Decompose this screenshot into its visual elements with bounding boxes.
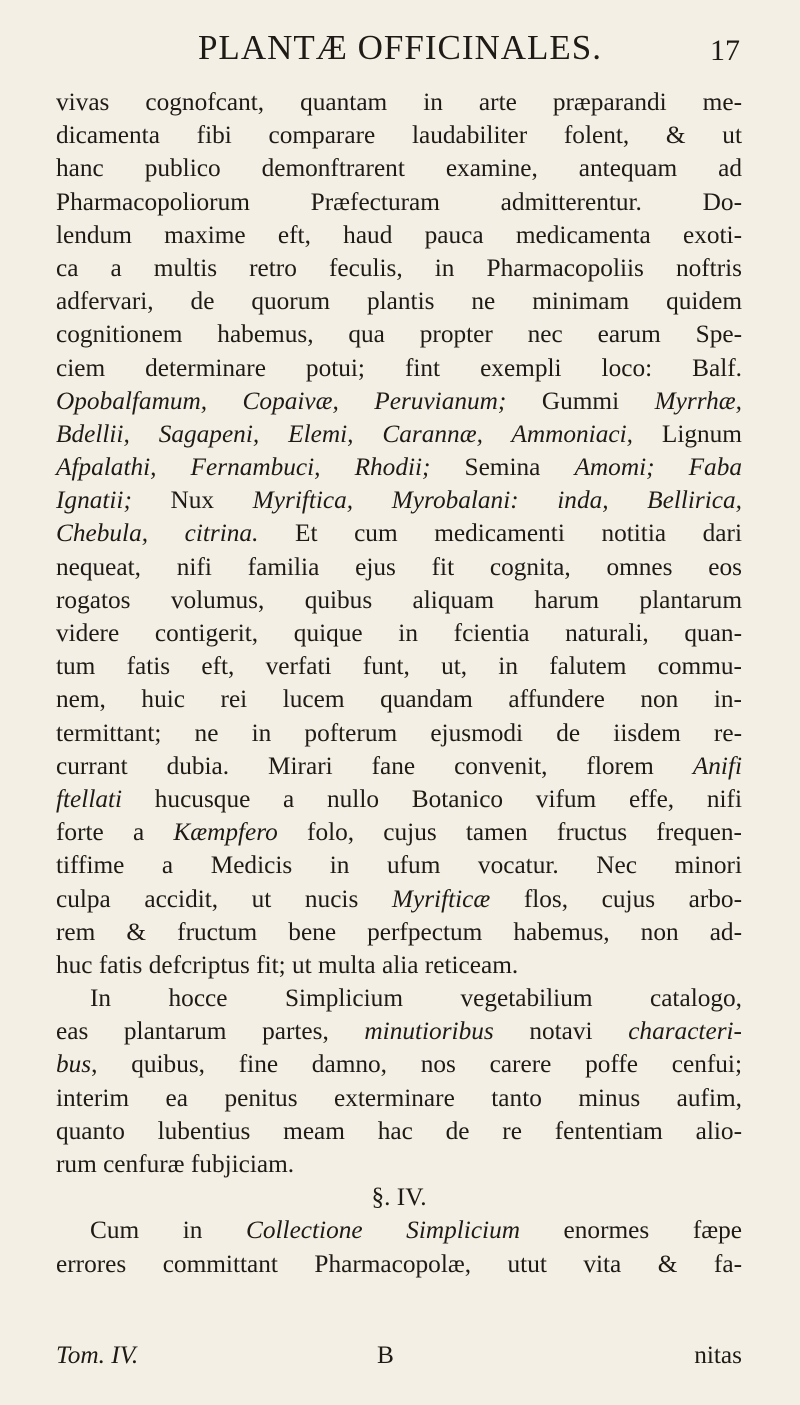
text-line: quanto lubentius meam hac de re fententiam alio- [56,1116,742,1145]
text-segment: , quibus, fine damno, nos carere poffe cenfui; [91,1050,742,1079]
italic-term: Kæmpfero [173,818,278,847]
text-line: adfervari, de quorum plantis ne minimam quidem [56,287,742,316]
text-line: errores committant Pharmacopolæ, utut vita & fa- [56,1249,742,1278]
italic-term: ftellati [56,784,123,813]
italic-term: Myriftica, Myrobalani: inda, Bellirica, [252,486,743,515]
text-line: cognitionem habemus, qua propter nec earum Spe- [56,320,742,349]
text-segment: forte a [56,818,174,847]
text-line: nem, huic rei lucem quandam affundere non in- [56,685,742,714]
text-line: rum cenfuræ fubjiciam. [56,1150,295,1178]
italic-term: Collectione Simplicium [246,1216,520,1245]
text-segment: Nux [131,486,253,515]
text-segment: culpa accidit, ut nucis [56,884,392,913]
italic-term: minutioribus [364,1017,494,1046]
italic-term: Amomi; Faba [574,453,742,482]
text-line: tiffime a Medicis in ufum vocatur. Nec minori [56,851,742,880]
text-line [56,451,742,484]
text-line: tum fatis eft, verfati funt, ut, in falutem commu- [56,652,742,681]
text-segment: Semina [430,453,575,482]
italic-term: Myrrhæ, [654,386,742,415]
text-line [56,1048,742,1081]
italic-term: characteri- [628,1017,742,1046]
text-line: videre contigerit, quique in fcientia naturali, quan- [56,619,742,647]
text-line: interim ea penitus exterminare tanto minus aufim, [56,1083,742,1112]
text-line: dicamenta fibi comparare laudabiliter folent, & ut [56,121,742,150]
text-line [56,484,742,517]
text-line [56,385,742,418]
italic-term: Chebula, citrina. [56,519,259,548]
text-line: hanc publico demonftrarent examine, antequam ad [56,154,742,183]
text-line [56,418,742,451]
text-line: rogatos volumus, quibus aliquam harum plantarum [56,585,742,614]
text-line: lendum maxime eft, haud pauca medicamenta exoti- [56,220,742,249]
text-segment: Lignum [632,419,742,448]
italic-term: Anifi [692,751,742,780]
text-line: nequeat, nifi familia ejus fit cognita, omnes eos [56,552,742,581]
catchword: nitas [694,1341,742,1369]
text-segment: eas plantarum partes, [56,1017,365,1046]
text-line: ciem determinare potui; fint exempli loco: Balf. [56,353,742,382]
text-line [56,883,742,916]
italic-term: Opobalfamum, Copaivæ, Peruvianum; [56,386,507,415]
text-segment: currant dubia. Mirari fane convenit, florem [56,751,693,780]
text-line: vivas cognofcant, quantam in arte præparandi me- [56,88,742,116]
text-line [56,517,742,550]
volume-mark: Tom. IV. [56,1341,139,1369]
text-segment: Cum in [90,1216,246,1245]
text-segment: Gummi [506,386,655,415]
italic-term: Bdellii, Sagapeni, Elemi, Carannæ, Ammoniaci, [56,419,633,448]
text-segment: notavi [493,1017,629,1046]
text-line [56,750,742,783]
italic-term: Afpalathi, Fernambuci, Rhodii; [56,453,431,482]
text-line [56,816,742,849]
text-segment: hucusque a nullo Botanico vifum effe, nifi [122,784,742,813]
text-line: termittant; ne in pofterum ejusmodi de iisdem re- [56,718,742,747]
running-title: PLANTÆ OFFICINALES. [197,28,603,67]
signature-mark: B [377,1341,394,1369]
page-number: 17 [710,34,740,67]
text-line [56,783,742,816]
text-segment: folo, cujus tamen fructus frequen- [277,818,742,847]
italic-term: bus [56,1050,92,1079]
text-line [56,1015,742,1048]
text-line: huc fatis defcriptus fit; ut multa alia reticeam. [56,950,519,979]
text-line: In hocce Simplicium vegetabilium catalogo, [90,984,742,1013]
text-segment: flos, cujus arbo- [490,884,742,913]
text-line: Pharmacopoliorum Præfecturam admitterentur. Do- [56,187,742,216]
page-footer [56,1341,742,1381]
body-text [56,86,742,1281]
text-line [56,1214,742,1247]
section-heading: §. IV. [371,1183,427,1212]
text-line: rem & fructum bene perfpectum habemus, non ad- [56,917,742,946]
italic-term: Ignatii; [56,486,132,515]
page-header [60,28,740,78]
text-line: ca a multis retro feculis, in Pharmacopoliis noftris [56,253,742,282]
italic-term: Myrifticæ [391,884,491,913]
text-segment: Et cum medicamenti notitia dari [258,519,742,548]
text-segment: enormes fæpe [520,1216,742,1245]
